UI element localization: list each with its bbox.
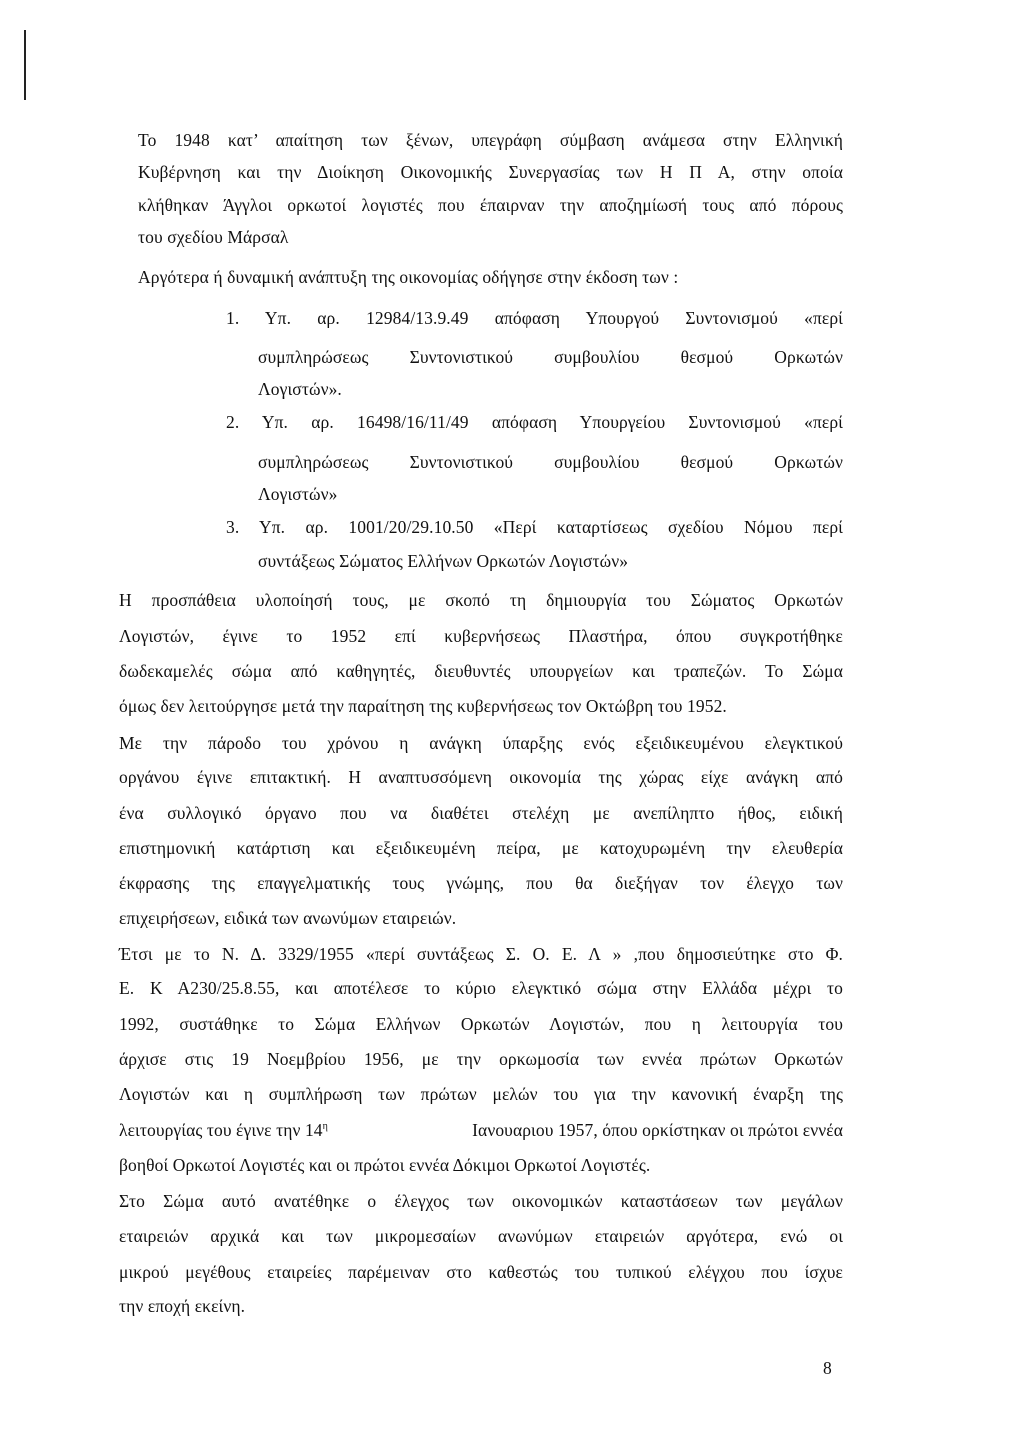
text-line: βοηθοί Ορκωτοί Λογιστές και οι πρώτοι εννέα Δόκιμοι Ορκωτοί Λογιστές.: [119, 1155, 651, 1175]
text-line-with-superscript: [119, 1118, 843, 1142]
text-line: οργάνου έγινε επιτακτική. Η αναπτυσσόμενη οικονομία της χώρας είχε ανάγκη από: [119, 767, 843, 787]
text-line: Κυβέρνηση και την Διοίκηση Οικονομικής Συνεργασίας των Η Π Α, στην οποία: [138, 162, 843, 182]
text-line: κλήθηκαν Άγγλοι ορκωτοί λογιστές που έπαιρναν την αποζημίωσή τους από πόρους: [138, 195, 843, 215]
text-line: του σχεδίου Μάρσαλ: [138, 227, 289, 247]
text-line: μικρού μεγέθους εταιρείες παρέμειναν στο καθεστώς του τυπικού ελέγχου που ίσχυε: [119, 1262, 843, 1282]
text-line: επιστημονική κατάρτιση και εξειδικευμένη πείρα, με κατοχυρωμένη την ελευθερία: [119, 838, 843, 858]
text-line: Με την πάροδο του χρόνου η ανάγκη ύπαρξης ενός εξειδικευμένου ελεγκτικού: [119, 733, 843, 753]
scan-edge-mark: [24, 30, 26, 100]
list-item-continuation: συμπληρώσεως Συντονιστικού συμβουλίου θεσμού Ορκωτών: [258, 347, 843, 367]
text-line: εταιρειών αρχικά και των μικρομεσαίων ανωνύμων εταιρειών αργότερα, ενώ οι: [119, 1226, 843, 1246]
text-line: Η προσπάθεια υλοποίησή τους, με σκοπό τη δημιουργία του Σώματος Ορκωτών: [119, 590, 843, 610]
page-number: 8: [823, 1358, 832, 1378]
list-item: 2. Υπ. αρ. 16498/16/11/49 απόφαση Υπουργείου Συντονισμού «περί: [226, 412, 843, 432]
list-item-continuation: Λογιστών»: [258, 484, 338, 504]
ordinal-superscript: η: [322, 1121, 329, 1133]
text-line: όμως δεν λειτούργησε μετά την παραίτηση της κυβερνήσεως τον Οκτώβρη του 1952.: [119, 696, 727, 716]
text-line: Το 1948 κατ’ απαίτηση των ξένων, υπεγράφη σύμβαση ανάμεσα στην Ελληνική: [138, 130, 843, 150]
list-item-continuation: συντάξεως Σώματος Ελλήνων Ορκωτών Λογιστών»: [258, 551, 629, 571]
text-line: ένα συλλογικό όργανο που να διαθέτει στελέχη με ανεπίληπτο ήθος, ειδική: [119, 803, 843, 823]
text-line: δωδεκαμελές σώμα από καθηγητές, διευθυντές υπουργείων και τραπεζών. Το Σώμα: [119, 661, 843, 681]
text-line: Στο Σώμα αυτό ανατέθηκε ο έλεγχος των οικονομικών καταστάσεων των μεγάλων: [119, 1191, 843, 1211]
text-line: Λογιστών, έγινε το 1952 επί κυβερνήσεως Πλαστήρα, όπου συγκροτήθηκε: [119, 626, 843, 646]
text-line: έκφρασης της επαγγελματικής τους γνώμης, που θα διεξήγαν τον έλεγχο των: [119, 873, 843, 893]
list-item: 3. Υπ. αρ. 1001/20/29.10.50 «Περί καταρτίσεως σχεδίου Νόμου περί: [226, 517, 843, 537]
text-line: Έτσι με το Ν. Δ. 3329/1955 «περί συντάξεως Σ. Ο. Ε. Λ » ,που δημοσιεύτηκε στο Φ.: [119, 944, 843, 964]
list-item: 1. Υπ. αρ. 12984/13.9.49 απόφαση Υπουργού Συντονισμού «περί: [226, 308, 843, 328]
list-item-continuation: Λογιστών».: [258, 379, 342, 399]
text-segment: Ιανουαριου 1957, όπου ορκίστηκαν οι πρώτοι εννέα: [472, 1120, 843, 1140]
text-line: 1992, συστάθηκε το Σώμα Ελλήνων Ορκωτών Λογιστών, που η λειτουργία του: [119, 1014, 843, 1034]
text-line: την εποχή εκείνη.: [119, 1296, 246, 1316]
text-line: Λογιστών και η συμπλήρωση των πρώτων μελών του για την κανονική έναρξη της: [119, 1084, 843, 1104]
text-line: Αργότερα ή δυναμική ανάπτυξη της οικονομίας οδήγησε στην έκδοση των :: [138, 267, 679, 287]
text-line: άρχισε στις 19 Νοεμβρίου 1956, με την ορκωμοσία των εννέα πρώτων Ορκωτών: [119, 1049, 843, 1069]
text-segment: λειτουργίας του έγινε την $14^\eta$: [119, 1120, 329, 1140]
text-line: Ε. Κ Α230/25.8.55, και αποτέλεσε το κύριο ελεγκτικό σώμα στην Ελλάδα μέχρι το: [119, 978, 843, 998]
list-item-continuation: συμπληρώσεως Συντονιστικού συμβουλίου θεσμού Ορκωτών: [258, 452, 843, 472]
text-line: επιχειρήσεων, ειδικά των ανωνύμων εταιρειών.: [119, 908, 457, 928]
